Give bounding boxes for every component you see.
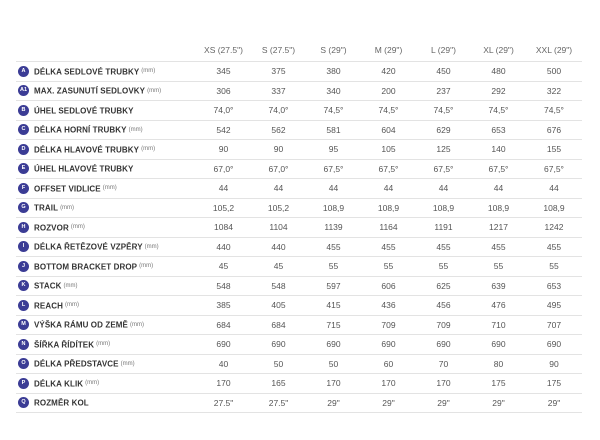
row-label [16,276,196,296]
column-header-size: L (29") [416,38,471,62]
table-row [16,257,582,277]
row-label [16,237,196,257]
dimension-badge: C [18,124,29,135]
table-cell: 45 [196,257,251,277]
table-cell: 67,5° [416,159,471,179]
dimension-unit: (mm) [85,380,100,387]
table-cell: 676 [526,120,582,140]
table-cell: 40 [196,354,251,374]
table-cell: 710 [471,315,526,335]
table-cell: 95 [306,140,361,160]
dimension-unit: (mm) [64,302,79,309]
dimension-name: TRAIL [34,203,59,213]
dimension-name: REACH [34,300,63,310]
table-cell: 44 [251,179,306,199]
table-cell: 653 [471,120,526,140]
dimension-badge: E [18,163,29,174]
table-row [16,354,582,374]
row-label [16,159,196,179]
row-label [16,62,196,82]
table-row [16,120,582,140]
dimension-name: ÚHEL HLAVOVÉ TRUBKY [34,164,134,174]
dimension-name: DÉLKA KLIK [34,378,84,388]
table-cell: 455 [526,237,582,257]
table-cell: 380 [306,62,361,82]
dimension-badge: I [18,241,29,252]
table-row [16,62,582,82]
table-cell: 55 [361,257,416,277]
table-cell: 70 [416,354,471,374]
table-row [16,140,582,160]
table-cell: 340 [306,81,361,101]
table-cell: 200 [361,81,416,101]
table-cell: 170 [361,374,416,394]
row-label [16,257,196,277]
dimension-name: VÝŠKA RÁMU OD ZEMĚ [34,320,128,330]
dimension-name: DÉLKA HLAVOVÉ TRUBKY [34,144,140,154]
table-cell: 50 [306,354,361,374]
table-row [16,218,582,238]
table-row [16,276,582,296]
table-cell: 140 [471,140,526,160]
dimension-unit: (mm) [120,360,135,367]
table-cell: 709 [416,315,471,335]
table-row [16,237,582,257]
row-label [16,315,196,335]
row-label [16,179,196,199]
dimension-name: BOTTOM BRACKET DROP [34,261,138,271]
table-row [16,179,582,199]
table-cell: 90 [251,140,306,160]
table-cell: 170 [416,374,471,394]
table-header-row [16,38,582,62]
row-label [16,140,196,160]
table-cell: 629 [416,120,471,140]
table-cell: 108,9 [361,198,416,218]
dimension-badge: H [18,222,29,233]
dimension-badge: J [18,261,29,272]
table-cell: 170 [306,374,361,394]
table-cell: 1139 [306,218,361,238]
table-cell: 542 [196,120,251,140]
table-cell: 165 [251,374,306,394]
table-cell: 715 [306,315,361,335]
dimension-badge: P [18,378,29,389]
table-cell: 495 [526,296,582,316]
table-cell: 604 [361,120,416,140]
table-cell: 690 [251,335,306,355]
table-cell: 1084 [196,218,251,238]
table-cell: 709 [361,315,416,335]
row-label [16,81,196,101]
table-cell: 690 [361,335,416,355]
table-row [16,198,582,218]
table-cell: 581 [306,120,361,140]
dimension-name: DÉLKA SEDLOVÉ TRUBKY [34,66,140,76]
dimension-badge: D [18,144,29,155]
table-cell: 1242 [526,218,582,238]
table-cell: 440 [196,237,251,257]
table-cell: 90 [526,354,582,374]
table-cell: 29" [416,393,471,413]
table-cell: 1191 [416,218,471,238]
table-cell: 1104 [251,218,306,238]
table-cell: 456 [416,296,471,316]
table-cell: 375 [251,62,306,82]
row-label [16,374,196,394]
dimension-unit: (mm) [129,321,144,328]
table-cell: 306 [196,81,251,101]
table-cell: 455 [416,237,471,257]
table-cell: 175 [471,374,526,394]
table-cell: 653 [526,276,582,296]
table-cell: 55 [471,257,526,277]
table-cell: 440 [251,237,306,257]
table-cell: 500 [526,62,582,82]
table-cell: 175 [526,374,582,394]
table-cell: 337 [251,81,306,101]
table-cell: 322 [526,81,582,101]
table-cell: 27.5" [196,393,251,413]
dimension-badge: L [18,300,29,311]
row-label [16,198,196,218]
table-row [16,315,582,335]
table-cell: 415 [306,296,361,316]
dimension-badge: A1 [18,85,29,96]
table-cell: 155 [526,140,582,160]
table-cell: 690 [526,335,582,355]
table-cell: 29" [471,393,526,413]
dimension-unit: (mm) [102,185,117,192]
dimension-unit: (mm) [144,243,159,250]
table-cell: 74,0° [196,101,251,121]
table-cell: 44 [526,179,582,199]
table-cell: 105,2 [251,198,306,218]
table-cell: 436 [361,296,416,316]
table-cell: 44 [196,179,251,199]
table-row [16,335,582,355]
table-cell: 455 [471,237,526,257]
table-cell: 74,5° [361,101,416,121]
table-cell: 562 [251,120,306,140]
table-row [16,296,582,316]
table-cell: 55 [526,257,582,277]
table-cell: 690 [196,335,251,355]
dimension-name: ŠÍŘKA ŘÍDÍTEK [34,339,95,349]
table-cell: 405 [251,296,306,316]
dimension-badge: F [18,183,29,194]
dimension-unit: (mm) [139,263,154,270]
table-cell: 125 [416,140,471,160]
table-cell: 80 [471,354,526,374]
table-cell: 45 [251,257,306,277]
table-cell: 74,0° [251,101,306,121]
table-cell: 74,5° [416,101,471,121]
dimension-name: MAX. ZASUNUTÍ SEDLOVKY [34,86,146,96]
table-cell: 108,9 [526,198,582,218]
table-cell: 67,5° [471,159,526,179]
table-cell: 67,5° [526,159,582,179]
table-cell: 548 [251,276,306,296]
table-cell: 44 [306,179,361,199]
table-row [16,159,582,179]
table-row [16,81,582,101]
table-body [16,62,582,413]
table-cell: 67,5° [306,159,361,179]
table-cell: 1164 [361,218,416,238]
table-cell: 690 [416,335,471,355]
table-cell: 105 [361,140,416,160]
column-header-size: XXL (29") [526,38,582,62]
dimension-unit: (mm) [60,204,75,211]
geometry-table [16,38,582,413]
dimension-badge: A [18,66,29,77]
column-header-size: S (29") [306,38,361,62]
row-label [16,393,196,413]
table-cell: 170 [196,374,251,394]
table-cell: 548 [196,276,251,296]
dimension-unit: (mm) [70,224,85,231]
dimension-name: STACK [34,281,62,291]
table-cell: 108,9 [471,198,526,218]
table-cell: 385 [196,296,251,316]
table-cell: 60 [361,354,416,374]
table-cell: 684 [196,315,251,335]
dimension-unit: (mm) [147,87,162,94]
table-cell: 74,5° [526,101,582,121]
table-cell: 55 [416,257,471,277]
table-cell: 639 [471,276,526,296]
table-cell: 108,9 [306,198,361,218]
row-label [16,120,196,140]
row-label [16,218,196,238]
table-cell: 684 [251,315,306,335]
dimension-name: ROZVOR [34,222,69,232]
dimension-unit: (mm) [63,282,78,289]
table-cell: 420 [361,62,416,82]
table-cell: 108,9 [416,198,471,218]
table-cell: 292 [471,81,526,101]
table-cell: 690 [306,335,361,355]
dimension-name: ROZMĚR KOL [34,398,89,408]
column-header-size: XS (27.5") [196,38,251,62]
table-cell: 44 [416,179,471,199]
dimension-name: DÉLKA ŘETĚZOVÉ VZPĚRY [34,242,143,252]
dimension-unit: (mm) [128,126,143,133]
table-cell: 67,5° [361,159,416,179]
table-cell: 345 [196,62,251,82]
row-label [16,101,196,121]
column-header-size: S (27.5") [251,38,306,62]
table-cell: 29" [306,393,361,413]
table-cell: 74,5° [471,101,526,121]
table-cell: 455 [361,237,416,257]
dimension-badge: B [18,105,29,116]
dimension-name: OFFSET VIDLICE [34,183,101,193]
column-header-size: M (29") [361,38,416,62]
table-cell: 50 [251,354,306,374]
dimension-badge: Q [18,397,29,408]
header-corner [16,38,196,62]
table-cell: 606 [361,276,416,296]
table-cell: 450 [416,62,471,82]
dimension-unit: (mm) [96,341,111,348]
dimension-unit: (mm) [141,68,156,75]
table-cell: 67,0° [196,159,251,179]
dimension-badge: O [18,358,29,369]
dimension-badge: M [18,319,29,330]
table-cell: 707 [526,315,582,335]
dimension-name: DÉLKA HORNÍ TRUBKY [34,125,127,135]
table-cell: 67,0° [251,159,306,179]
table-cell: 1217 [471,218,526,238]
table-cell: 597 [306,276,361,296]
table-cell: 690 [471,335,526,355]
dimension-name: DÉLKA PŘEDSTAVCE [34,359,119,369]
table-cell: 480 [471,62,526,82]
table-cell: 74,5° [306,101,361,121]
dimension-badge: K [18,280,29,291]
table-cell: 29" [361,393,416,413]
table-row [16,374,582,394]
dimension-unit: (mm) [141,146,156,153]
table-cell: 55 [306,257,361,277]
table-cell: 476 [471,296,526,316]
table-cell: 90 [196,140,251,160]
table-cell: 625 [416,276,471,296]
column-header-size: XL (29") [471,38,526,62]
table-row [16,101,582,121]
row-label [16,335,196,355]
row-label [16,354,196,374]
table-cell: 44 [471,179,526,199]
table-cell: 44 [361,179,416,199]
row-label [16,296,196,316]
table-cell: 237 [416,81,471,101]
table-cell: 455 [306,237,361,257]
dimension-name: ÚHEL SEDLOVÉ TRUBKY [34,105,134,115]
table-cell: 27.5" [251,393,306,413]
table-row [16,393,582,413]
dimension-badge: G [18,202,29,213]
table-cell: 29" [526,393,582,413]
dimension-badge: N [18,339,29,350]
table-cell: 105,2 [196,198,251,218]
